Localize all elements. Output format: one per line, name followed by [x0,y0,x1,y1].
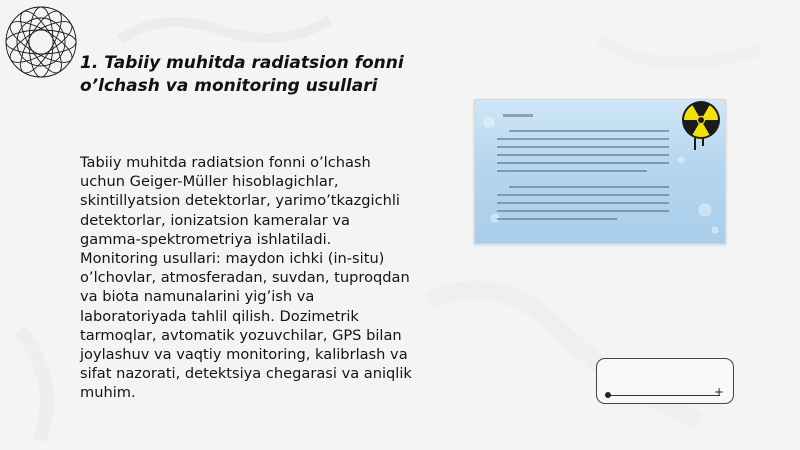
circular-line-art-logo-icon [3,4,79,80]
timeline-playhead-knob[interactable] [605,392,611,398]
body-line: tarmoqlar, avtomatik yozuvchilar, GPS bilan [80,326,402,344]
body-line: detektorlar, ionizatsion kameralar va [80,211,350,229]
timeline-track[interactable] [608,395,720,396]
body-line: uchun Geiger-Müller hisoblagichlar, [80,173,339,191]
body-line: o’lchovlar, atmosferadan, suvdan, tuproqdan [80,269,410,287]
radiation-document-image [474,99,726,244]
body-line: gamma-spektrometriya ishlatiladi. [80,230,332,248]
radiation-hazard-icon [678,100,720,150]
body-line: joylashuv va vaqtiy monitoring, kalibrlash va [80,346,408,364]
slide-title-line: o’lchash va monitoring usullari [80,76,378,96]
body-line: Tabiiy muhitda radiatsion fonni o’lchash [80,154,371,171]
slide-body-text [80,153,425,403]
slide-title-line: 1. Tabiiy muhitda radiatsion fonni [80,53,404,73]
body-line: muhim. [80,384,136,402]
slide-title [80,52,410,98]
document-illustration [475,100,725,243]
body-line: laboratoriyada tahlil qilish. Dozimetrik [80,307,359,325]
media-timeline-control[interactable] [596,358,734,404]
body-line: va biota namunalarini yig’ish va [80,288,315,306]
body-line: sifat nazorati, detektsiya chegarasi va aniqlik [80,365,412,383]
timeline-end-marker-icon[interactable]: + [714,385,725,399]
body-line: Monitoring usullari: maydon ichki (in-situ) [80,250,385,268]
body-line: skintillyatsion detektorlar, yarimo’tkazgichli [80,192,400,210]
